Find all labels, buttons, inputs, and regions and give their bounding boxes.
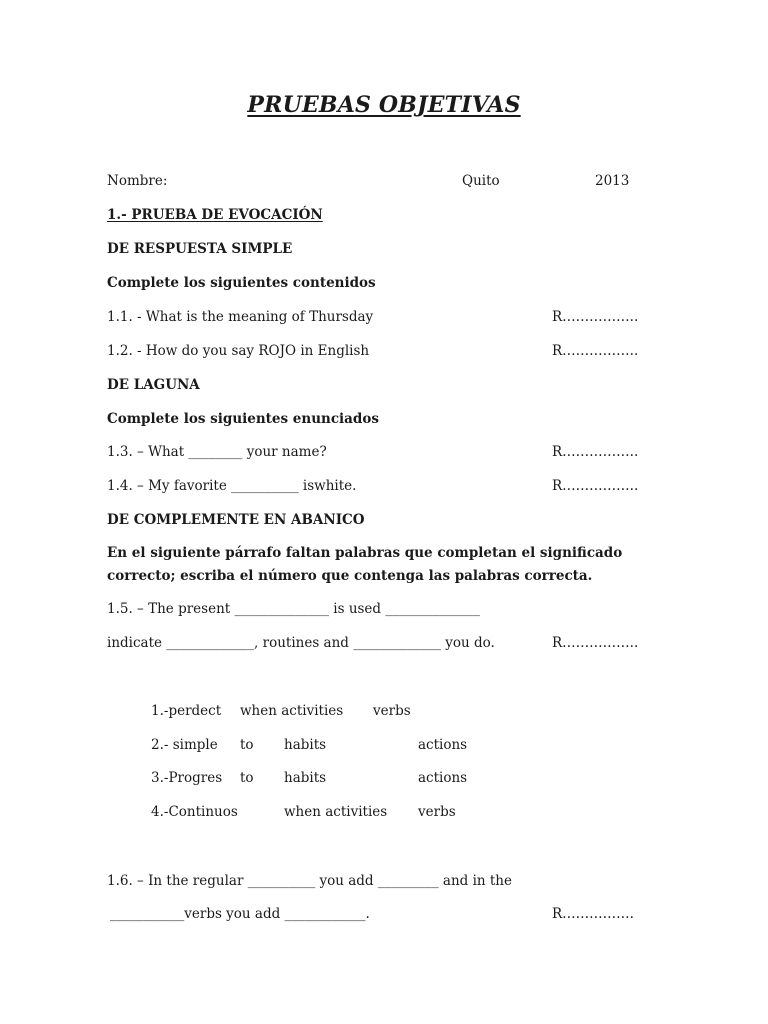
option-1-col2: when activities	[240, 703, 344, 719]
option-1-number: 1.-perdect	[151, 703, 222, 719]
option-2-col2: to	[240, 737, 254, 753]
subheading-respuesta-simple: DE RESPUESTA SIMPLE	[107, 241, 293, 257]
question-1-4: 1.4. – My favorite __________ iswhite.	[107, 478, 357, 494]
option-4-col3: verbs	[418, 804, 456, 820]
question-1-3: 1.3. – What ________ your name?	[107, 444, 327, 460]
instruction-parrafo-line1: En el siguiente párrafo faltan palabras que completan el significado	[107, 545, 623, 561]
city: Quito	[462, 173, 500, 189]
question-1-6-line2: ___________verbs you add ____________.	[110, 906, 370, 922]
instruction-enunciados: Complete los siguientes enunciados	[107, 411, 379, 427]
answer-1-3: R……………..	[552, 444, 639, 460]
option-2-col4: actions	[418, 737, 468, 753]
answer-1-6: R…………….	[552, 906, 634, 922]
question-1-2: 1.2. - How do you say ROJO in English	[107, 343, 370, 359]
page-title: PRUEBAS OBJETIVAS	[247, 92, 521, 118]
option-4-number: 4.-Continuos	[151, 804, 238, 820]
question-1-6-line1: 1.6. – In the regular __________ you add _________ and in the	[107, 873, 512, 889]
year: 2013	[595, 173, 630, 189]
option-2-col3: habits	[284, 737, 327, 753]
option-3-col3: habits	[284, 770, 327, 786]
question-1-5-line1: 1.5. – The present ______________ is used ______________	[107, 601, 480, 617]
option-1-col3: verbs	[373, 703, 411, 719]
answer-1-5: R……………..	[552, 635, 639, 651]
option-4-col2: when activities	[284, 804, 388, 820]
instruction-parrafo-line2: correcto; escriba el número que contenga las palabras correcta.	[107, 568, 593, 584]
subheading-laguna: DE LAGUNA	[107, 377, 200, 393]
instruction-contenidos: Complete los siguientes contenidos	[107, 275, 376, 291]
nombre-label: Nombre:	[107, 173, 168, 189]
option-3-col4: actions	[418, 770, 468, 786]
option-2-number: 2.- simple	[151, 737, 218, 753]
option-3-col2: to	[240, 770, 254, 786]
option-3-number: 3.-Progres	[151, 770, 223, 786]
answer-1-2: R……………..	[552, 343, 639, 359]
question-1-5-line2: indicate _____________, routines and _____________ you do.	[107, 635, 495, 651]
section-heading: 1.- PRUEBA DE EVOCACIÓN	[107, 207, 323, 223]
subheading-abanico: DE COMPLEMENTE EN ABANICO	[107, 512, 365, 528]
answer-1-1: R……………..	[552, 309, 639, 325]
answer-1-4: R……………..	[552, 478, 639, 494]
question-1-1: 1.1. - What is the meaning of Thursday	[107, 309, 374, 325]
